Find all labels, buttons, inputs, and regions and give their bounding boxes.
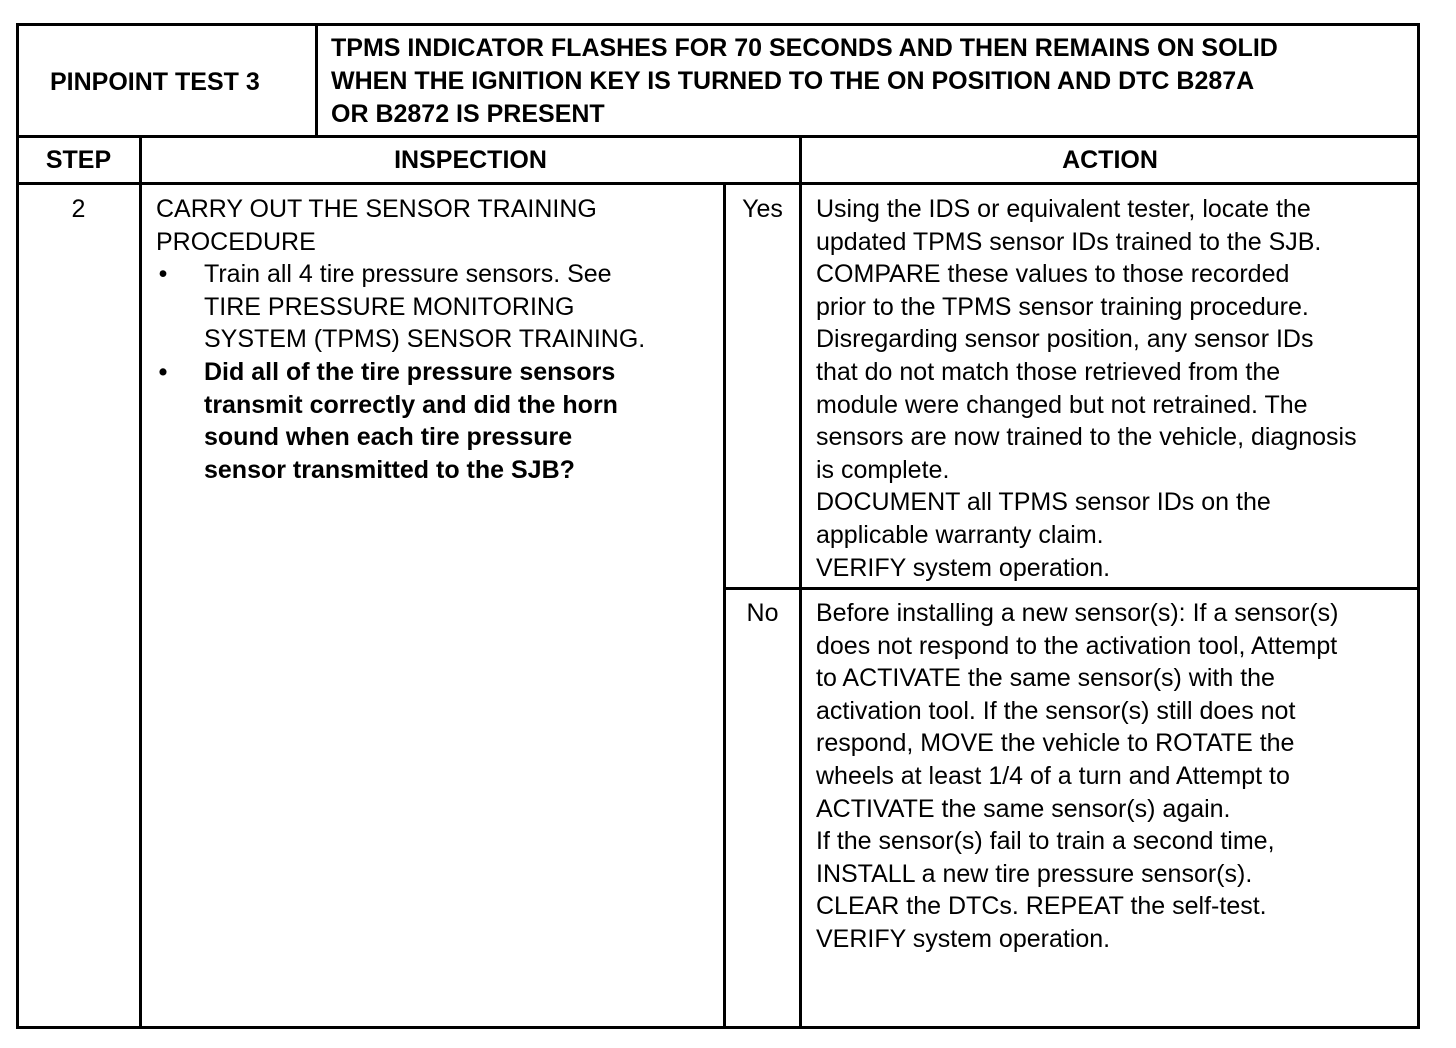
no-action-line: VERIFY system operation. [816, 924, 1111, 953]
bullet-2-line-3: sound when each tire pressure [204, 423, 573, 452]
header-divider [16, 135, 1420, 138]
bullet-train-sensors [156, 258, 645, 356]
inspection-column-header: INSPECTION [394, 146, 547, 174]
inspection-title-line-1: CARRY OUT THE SENSOR TRAINING [156, 195, 597, 223]
step-column-divider [139, 136, 142, 1029]
yes-action-line: prior to the TPMS sensor training procedure. [816, 292, 1309, 321]
bullet-1-line-1: Train all 4 tire pressure sensors. See [204, 260, 612, 289]
no-action-line: Before installing a new sensor(s): If a sensor(s) [816, 599, 1339, 627]
yes-action-line: VERIFY system operation. [816, 553, 1111, 582]
yes-action-line: Using the IDS or equivalent tester, locate the [816, 195, 1311, 223]
step-column-header: STEP [45, 146, 112, 174]
test-title-line-3: OR B2872 IS PRESENT [331, 100, 605, 128]
test-title-line-1: TPMS INDICATOR FLASHES FOR 70 SECONDS AND THEN REMAINS ON SOLID [331, 34, 1278, 62]
yes-label: Yes [742, 195, 783, 223]
header-test-title-divider [315, 23, 318, 137]
inspection-action-divider [799, 136, 802, 1029]
yes-no-divider [725, 587, 1420, 590]
bullet-icon: • [158, 260, 168, 289]
column-header-divider [16, 182, 1420, 185]
inspection-bullets [156, 258, 645, 486]
step-number: 2 [71, 195, 86, 223]
no-label: No [746, 599, 779, 627]
bullet-2-line-2: transmit correctly and did the horn [204, 390, 618, 419]
no-action-line: to ACTIVATE the same sensor(s) with the [816, 664, 1275, 693]
bullet-icon: • [158, 357, 168, 386]
no-action-line: ACTIVATE the same sensor(s) again. [816, 794, 1231, 823]
bullet-1-line-3: SYSTEM (TPMS) SENSOR TRAINING. [204, 325, 646, 354]
bullet-1-line-2: TIRE PRESSURE MONITORING [204, 292, 575, 321]
inspection-title-line-2: PROCEDURE [156, 227, 316, 256]
pinpoint-test-label: PINPOINT TEST 3 [50, 68, 260, 96]
no-action-line: CLEAR the DTCs. REPEAT the self-test. [816, 892, 1267, 921]
bullet-2-line-4: sensor transmitted to the SJB? [204, 455, 575, 484]
yes-action-line: Disregarding sensor position, any sensor IDs [816, 325, 1314, 354]
yes-action-line: that do not match those retrieved from the [816, 357, 1281, 386]
yes-action-line: sensors are now trained to the vehicle, diagnosis [816, 423, 1357, 452]
no-action-line: If the sensor(s) fail to train a second time, [816, 827, 1275, 856]
no-action-line: respond, MOVE the vehicle to ROTATE the [816, 729, 1295, 758]
action-column-header: ACTION [1062, 146, 1158, 174]
yes-action-line: applicable warranty claim. [816, 520, 1104, 549]
test-title-line-2: WHEN THE IGNITION KEY IS TURNED TO THE ON POSITION AND DTC B287A [331, 67, 1255, 95]
yes-action-line: DOCUMENT all TPMS sensor IDs on the [816, 488, 1271, 517]
yes-action-line: module were changed but not retrained. The [816, 390, 1308, 419]
no-action-line: activation tool. If the sensor(s) still does not [816, 696, 1296, 725]
no-action-line: does not respond to the activation tool, Attempt [816, 631, 1338, 660]
yes-action [816, 193, 1357, 584]
no-action [816, 597, 1338, 956]
bullet-2-line-1: Did all of the tire pressure sensors [204, 357, 616, 386]
no-action-line: INSTALL a new tire pressure sensor(s). [816, 859, 1253, 888]
no-action-line: wheels at least 1/4 of a turn and Attempt to [816, 761, 1290, 790]
yes-action-line: is complete. [816, 455, 950, 484]
yes-action-line: updated TPMS sensor IDs trained to the SJB. [816, 227, 1322, 256]
bullet-question [156, 356, 645, 486]
yes-action-line: COMPARE these values to those recorded [816, 260, 1290, 289]
